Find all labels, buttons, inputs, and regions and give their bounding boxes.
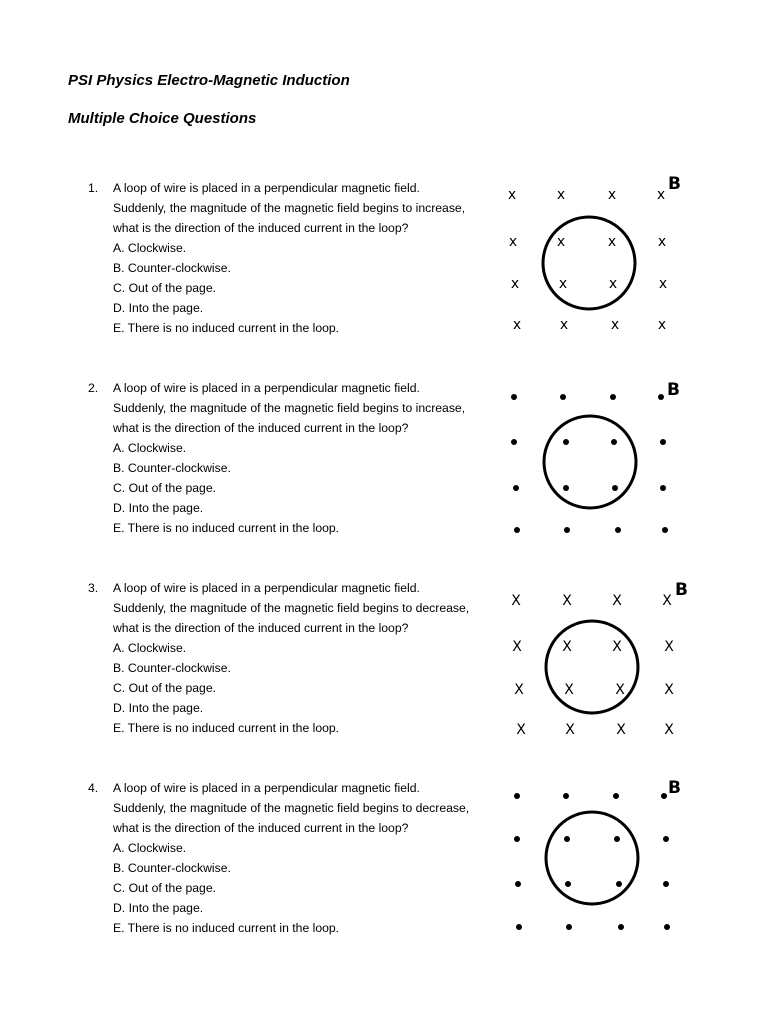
field-out-of-page-dot	[560, 394, 566, 400]
field-into-page-x: X	[516, 722, 526, 738]
field-into-page-x: x	[610, 317, 620, 333]
field-diagram-svg	[496, 776, 692, 946]
field-into-page-x: X	[664, 639, 674, 655]
field-out-of-page-dot	[663, 836, 669, 842]
field-label: B	[668, 778, 681, 798]
field-out-of-page-dot	[565, 881, 571, 887]
answer-choice-c: C. Out of the page.	[113, 481, 216, 495]
question-text-line: A loop of wire is placed in a perpendicular magnetic field.	[113, 781, 420, 795]
document-title: PSI Physics Electro-Magnetic Induction	[68, 72, 350, 89]
answer-choice-c: C. Out of the page.	[113, 681, 216, 695]
question-text-line: what is the direction of the induced current in the loop?	[113, 421, 409, 435]
question-body	[113, 178, 503, 338]
field-into-page-x: x	[559, 317, 569, 333]
field-into-page-x: X	[664, 682, 674, 698]
field-into-page-x: X	[565, 722, 575, 738]
field-into-page-x: X	[664, 722, 674, 738]
field-out-of-page-dot	[660, 439, 666, 445]
question-number: 4.	[88, 781, 99, 795]
field-marks	[511, 593, 674, 738]
answer-choice-d: D. Into the page.	[113, 301, 204, 315]
field-into-page-x: x	[657, 234, 667, 250]
answer-choice-c: C. Out of the page.	[113, 881, 216, 895]
field-out-of-page-dot	[618, 924, 624, 930]
question-body	[113, 578, 503, 738]
field-into-page-x: x	[508, 234, 518, 250]
field-out-of-page-dot	[563, 793, 569, 799]
answer-choice-a: A. Clockwise.	[113, 641, 187, 655]
field-label: B	[667, 380, 680, 400]
question-text-line: Suddenly, the magnitude of the magnetic field begins to decrease,	[113, 601, 470, 615]
wire-loop	[546, 621, 638, 713]
section-heading: Multiple Choice Questions	[68, 110, 257, 127]
answer-choice-d: D. Into the page.	[113, 901, 204, 915]
question-number: 3.	[88, 581, 99, 595]
field-out-of-page-dot	[616, 881, 622, 887]
question-text-line: Suddenly, the magnitude of the magnetic field begins to decrease,	[113, 801, 470, 815]
answer-choice-a: A. Clockwise.	[113, 841, 187, 855]
field-out-of-page-dot	[511, 394, 517, 400]
question-text-line: what is the direction of the induced current in the loop?	[113, 221, 409, 235]
field-into-page-x: x	[656, 187, 666, 203]
answer-choice-b: B. Counter-clockwise.	[113, 661, 231, 675]
field-out-of-page-dot	[611, 439, 617, 445]
field-out-of-page-dot	[511, 439, 517, 445]
wire-loop	[543, 217, 635, 309]
question-text-line: what is the direction of the induced current in the loop?	[113, 821, 409, 835]
answer-choice-e: E. There is no induced current in the loop.	[113, 921, 340, 935]
field-marks	[514, 793, 670, 930]
field-out-of-page-dot	[564, 836, 570, 842]
question-text-line: A loop of wire is placed in a perpendicular magnetic field.	[113, 181, 420, 195]
field-into-page-x: x	[657, 317, 667, 333]
field-out-of-page-dot	[662, 527, 668, 533]
magnetic-field-diagram	[496, 378, 692, 548]
field-out-of-page-dot	[664, 924, 670, 930]
field-into-page-x: X	[512, 639, 522, 655]
field-marks	[508, 187, 667, 333]
field-out-of-page-dot	[516, 924, 522, 930]
field-into-page-x: X	[514, 682, 524, 698]
field-label: B	[675, 580, 688, 600]
answer-choice-e: E. There is no induced current in the loop.	[113, 521, 340, 535]
field-out-of-page-dot	[615, 527, 621, 533]
field-out-of-page-dot	[613, 793, 619, 799]
field-into-page-x: X	[615, 682, 625, 698]
field-out-of-page-dot	[515, 881, 521, 887]
wire-loop	[544, 416, 636, 508]
field-out-of-page-dot	[563, 439, 569, 445]
field-out-of-page-dot	[661, 793, 667, 799]
field-label: B	[668, 174, 681, 194]
field-diagram-svg	[496, 575, 692, 745]
question-body	[113, 778, 503, 938]
answer-choice-d: D. Into the page.	[113, 701, 204, 715]
field-out-of-page-dot	[514, 836, 520, 842]
magnetic-field-diagram	[496, 172, 692, 342]
question-number: 1.	[88, 181, 99, 195]
field-into-page-x: X	[662, 593, 672, 609]
field-out-of-page-dot	[564, 527, 570, 533]
answer-choice-c: C. Out of the page.	[113, 281, 216, 295]
answer-choice-e: E. There is no induced current in the loop.	[113, 721, 340, 735]
answer-choice-b: B. Counter-clockwise.	[113, 461, 231, 475]
field-out-of-page-dot	[612, 485, 618, 491]
answer-choice-b: B. Counter-clockwise.	[113, 861, 231, 875]
question-text-line: A loop of wire is placed in a perpendicular magnetic field.	[113, 381, 420, 395]
question-text-line: Suddenly, the magnitude of the magnetic field begins to increase,	[113, 201, 466, 215]
field-into-page-x: x	[658, 276, 668, 292]
field-out-of-page-dot	[566, 924, 572, 930]
question-text-line: A loop of wire is placed in a perpendicular magnetic field.	[113, 581, 420, 595]
field-into-page-x: x	[608, 276, 618, 292]
field-into-page-x: X	[616, 722, 626, 738]
field-out-of-page-dot	[513, 485, 519, 491]
field-out-of-page-dot	[514, 527, 520, 533]
field-into-page-x: x	[558, 276, 568, 292]
field-into-page-x: x	[607, 187, 617, 203]
field-into-page-x: X	[612, 639, 622, 655]
field-into-page-x: X	[562, 593, 572, 609]
answer-choice-d: D. Into the page.	[113, 501, 204, 515]
field-out-of-page-dot	[660, 485, 666, 491]
wire-loop	[546, 812, 638, 904]
field-into-page-x: X	[562, 639, 572, 655]
field-into-page-x: x	[556, 187, 566, 203]
magnetic-field-diagram	[496, 575, 692, 745]
question-number: 2.	[88, 381, 99, 395]
answer-choice-e: E. There is no induced current in the loop.	[113, 321, 340, 335]
field-into-page-x: X	[511, 593, 521, 609]
question-text-line: Suddenly, the magnitude of the magnetic field begins to increase,	[113, 401, 466, 415]
field-into-page-x: x	[512, 317, 522, 333]
field-into-page-x: X	[612, 593, 622, 609]
field-out-of-page-dot	[610, 394, 616, 400]
question-body	[113, 378, 503, 538]
field-into-page-x: x	[507, 187, 517, 203]
field-into-page-x: x	[510, 276, 520, 292]
field-out-of-page-dot	[514, 793, 520, 799]
field-into-page-x: x	[556, 234, 566, 250]
field-out-of-page-dot	[614, 836, 620, 842]
field-diagram-svg	[496, 378, 692, 548]
field-into-page-x: x	[607, 234, 617, 250]
field-diagram-svg	[496, 172, 692, 342]
field-out-of-page-dot	[663, 881, 669, 887]
answer-choice-b: B. Counter-clockwise.	[113, 261, 231, 275]
field-out-of-page-dot	[563, 485, 569, 491]
field-out-of-page-dot	[658, 394, 664, 400]
answer-choice-a: A. Clockwise.	[113, 441, 187, 455]
question-text-line: what is the direction of the induced current in the loop?	[113, 621, 409, 635]
field-into-page-x: X	[564, 682, 574, 698]
magnetic-field-diagram	[496, 776, 692, 946]
answer-choice-a: A. Clockwise.	[113, 241, 187, 255]
